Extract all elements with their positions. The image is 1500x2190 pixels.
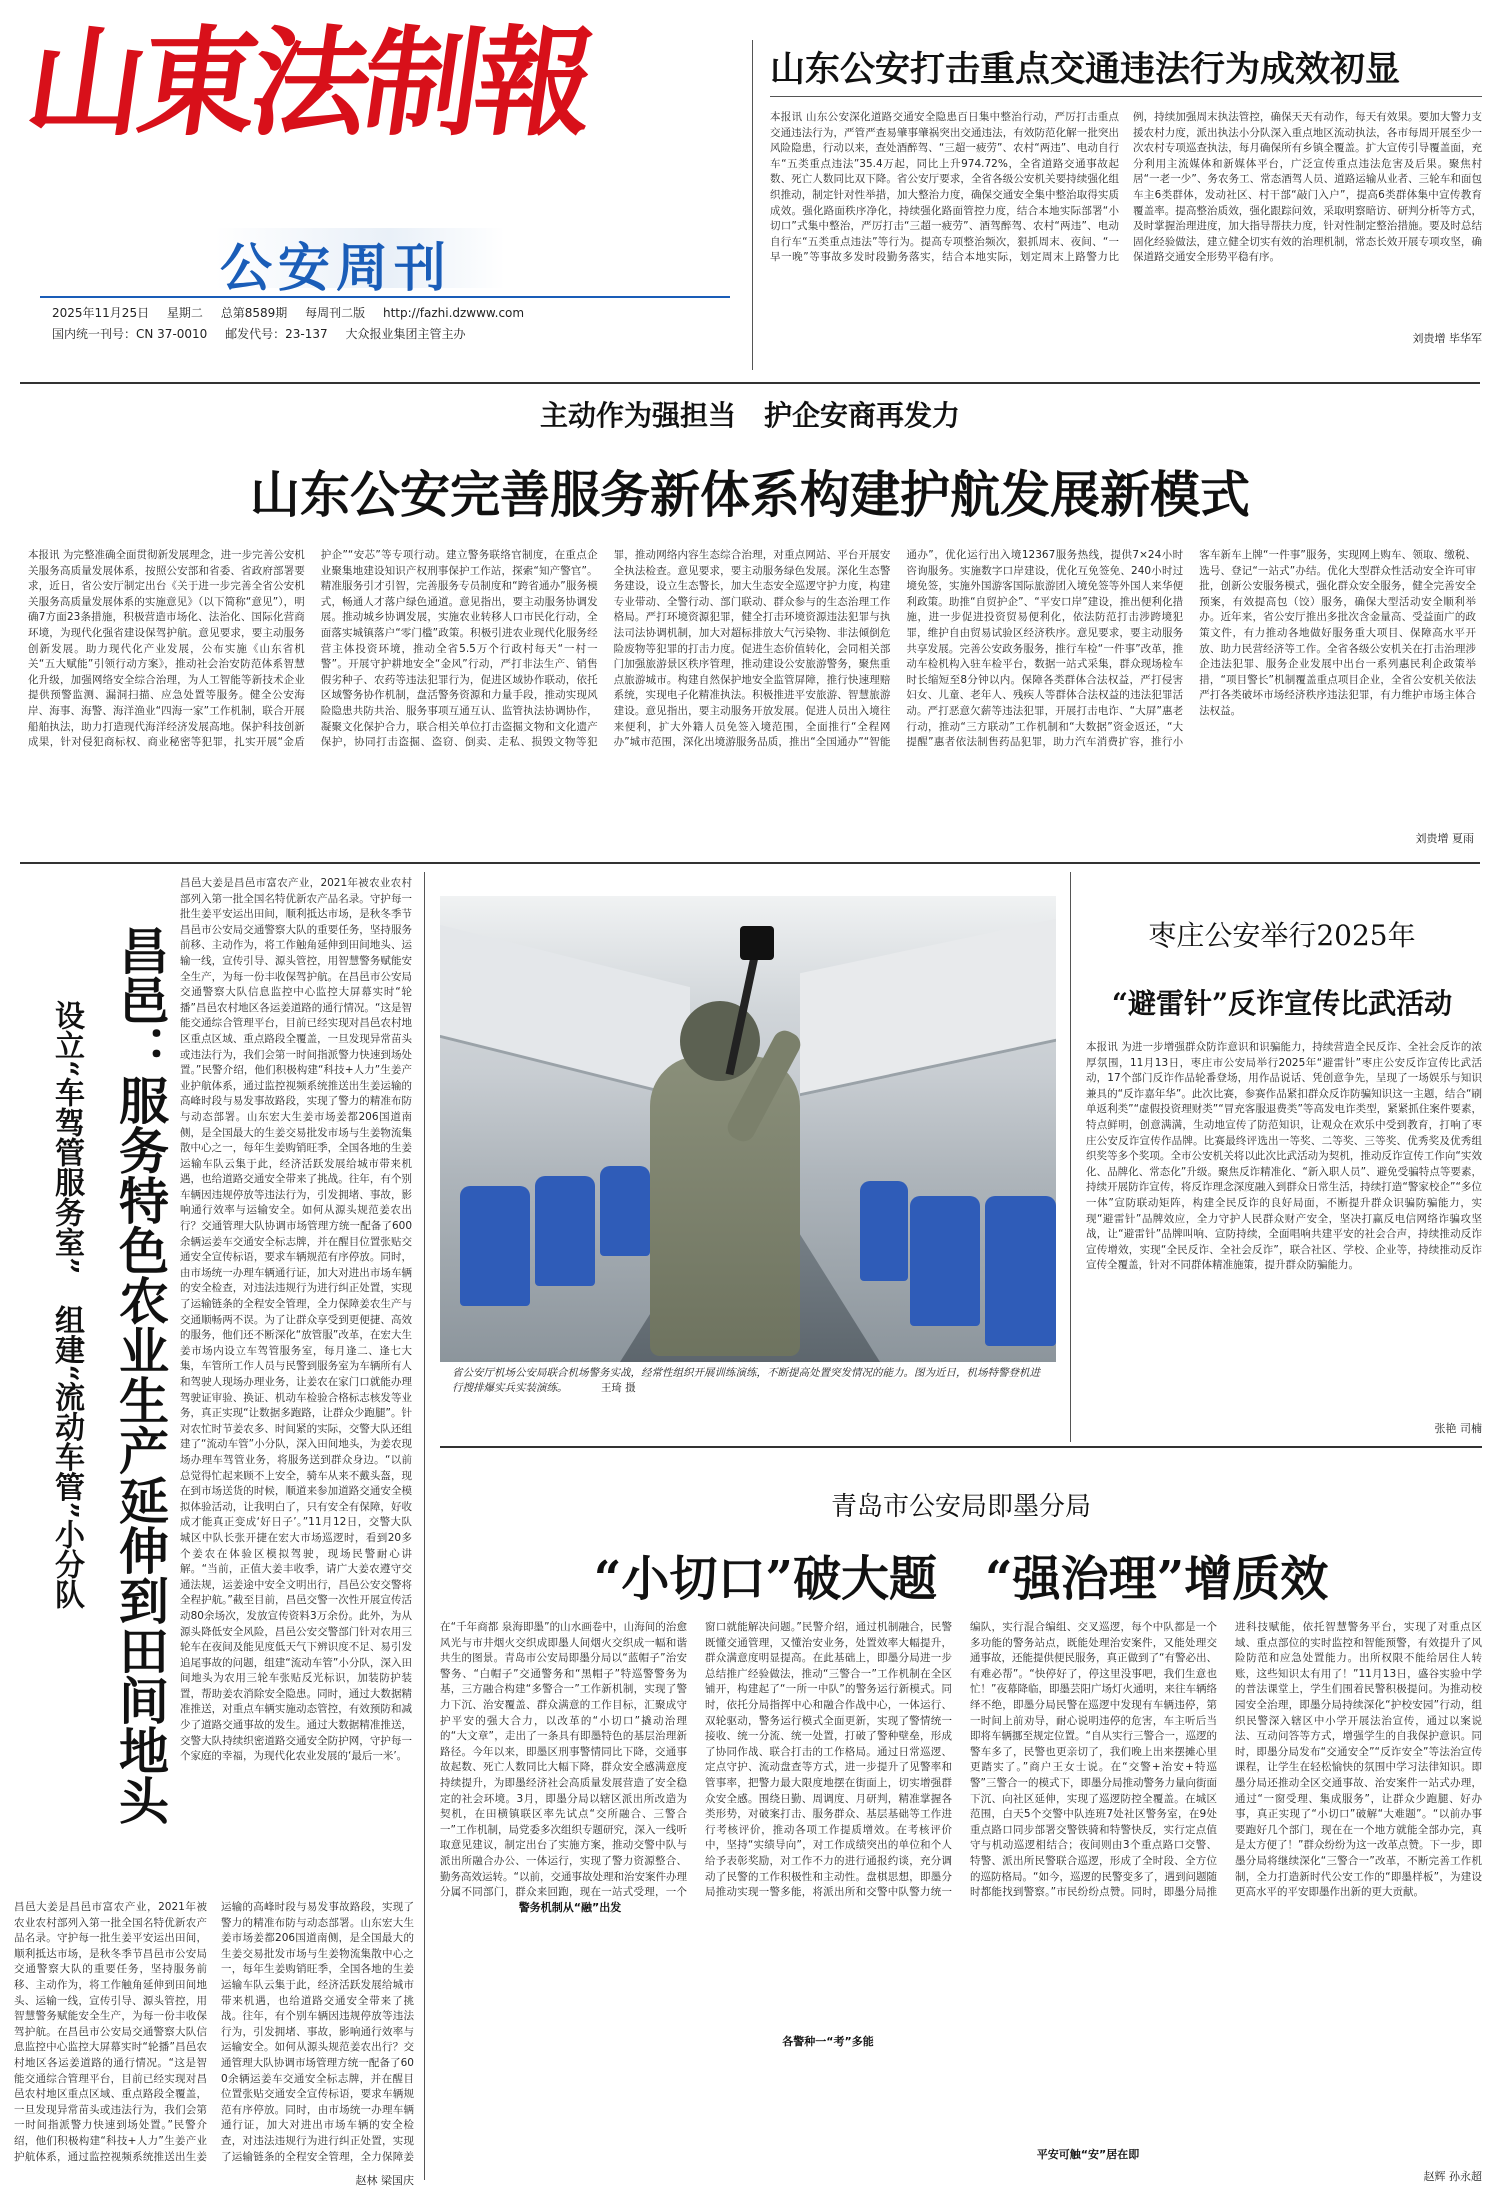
masthead-post-code: 邮发代号：23-137 bbox=[225, 327, 328, 341]
main-story-kicker: 主动作为强担当 护企安商再发力 bbox=[539, 399, 960, 432]
zaozhuang-story-headline-2: “避雷针”反诈宣传比武活动 bbox=[1111, 987, 1453, 1020]
jimo-story-subhead-3: 平安可触“安”居在即 bbox=[968, 2146, 1208, 2162]
changyi-story-subhead: 设立“车驾管服务室” 组建“流动车管”小分队 bbox=[49, 1000, 84, 1610]
photo-seat bbox=[535, 1176, 595, 1286]
photo-seat bbox=[460, 1186, 530, 1306]
photo-officer-helmet bbox=[680, 1001, 760, 1081]
jimo-story-kicker: 青岛市公安局即墨分局 bbox=[830, 1492, 1091, 1522]
photo-seat bbox=[985, 1196, 1056, 1346]
changyi-story-byline: 赵林 梁国庆 bbox=[355, 2174, 414, 2187]
photo-seat bbox=[600, 1166, 650, 1256]
jimo-story-subhead-1: 警务机制从“融”出发 bbox=[450, 1899, 690, 1915]
main-story-byline: 刘贵增 夏雨 bbox=[1415, 832, 1474, 845]
photo-seat bbox=[910, 1196, 980, 1326]
top-story-headline-rule bbox=[770, 96, 1482, 97]
section-rule-v-left bbox=[424, 872, 425, 2180]
section-rule-v-right bbox=[1070, 872, 1071, 1442]
masthead-cn-code: 国内统一刊号：CN 37-0010 bbox=[52, 327, 208, 341]
masthead-weekday: 星期二 bbox=[166, 306, 203, 320]
masthead-meta-line-1 bbox=[52, 304, 538, 321]
photo-credit: 王琦 摄 bbox=[600, 1382, 636, 1394]
masthead-title: 山東法制報 bbox=[18, 13, 598, 152]
jimo-story-headline: “小切口”破大题 “强治理”增质效 bbox=[593, 1551, 1329, 1607]
photo-officer-body bbox=[650, 1056, 800, 1356]
section-rule-3 bbox=[440, 1446, 1482, 1448]
masthead-edition: 公安周刊 bbox=[220, 239, 453, 299]
changyi-story-body-bottom: 昌邑大姜是昌邑市富农产业，2021年被农业农村部列入第一批全国名特优新农产品名录。守护每一批生姜平安运出田间，顺利抵达市场，是秋冬季节昌邑市公安局交通警察大队的重要任务，坚持服务前移、主动作为，将工作触角延伸到田间地头、运输一线，宣传引导、源头管控，用智慧警务赋能安全生产，为每一份丰收保驾护航。在昌邑市公安局交通警察大队信息监控中心监控大屏幕实时“轮播”昌邑农村地区各运姜道路的通行情况。“这是智能交通综合管理平台，目前已经实现对昌邑农村地区重点区域、重点路段全覆盖，一旦发现异常苗头或违法行为，我们会第一时间指派警力快速到场处置。”民警介绍，他们积极构建“科技+人力”生姜产业护航体系，通过监控视频系统推送出生姜运输的高峰时段与易发事故路段，实现了警力的精准布防与动态部署。山东宏大生姜市场姜都206国道南侧，是全国最大的生姜交易批发市场与生姜物流集散中心之一，每年生姜购销旺季，全国各地的生姜运输车队云集于此，经济活跃发展给城市带来机遇，也给道路交通安全带来了挑战。往年，有个别车辆因违规停放等违法行为，引发拥堵、事故，影响通行效率与运输安全。如何从源头规范姜农出行？交通管理大队协调市场管理方统一配备了600余辆运姜车交通安全标志牌，并在醒目位置张贴交通安全宣传标语，要求车辆规范有序停放。同时，由市场统一办理车辆通行证，加大对进出市场车辆的安全检查，对违法违规行为进行纠正处置，实现了运输链条的全程安全管理，全力保障姜 bbox=[14, 1901, 414, 2163]
jimo-story-subhead-2: 各警种一“考”多能 bbox=[708, 2033, 948, 2049]
section-rule-1 bbox=[20, 382, 1480, 384]
photo-caption bbox=[452, 1366, 1042, 1396]
changyi-story-body-top: 昌邑大姜是昌邑市富农产业，2021年被农业农村部列入第一批全国名特优新农产品名录。守护每一批生姜平安运出田间，顺利抵达市场，是秋冬季节昌邑市公安局交通警察大队的重要任务，坚持服务前移、主动作为，将工作触角延伸到田间地头、运输一线，宣传引导、源头管控，用智慧警务赋能安全生产，为每一份丰收保驾护航。在昌邑市公安局交通警察大队信息监控中心监控大屏幕实时“轮播”昌邑农村地区各运姜道路的通行情况。“这是智能交通综合管理平台，目前已经实现对昌邑农村地区重点区域、重点路段全覆盖，一旦发现异常苗头或违法行为，我们会第一时间指派警力快速到场处置。”民警介绍，他们积极构建“科技+人力”生姜产业护航体系，通过监控视频系统推送出生姜运输的高峰时段与易发事故路段，实现了警力的精准布防与动态部署。山东宏大生姜市场姜都206国道南侧，是全国最大的生姜交易批发市场与生姜物流集散中心之一，每年生姜购销旺季，全国各地的生姜运输车队云集于此，经济活跃发展给城市带来机遇，也给道路交通安全带来了挑战。往年，有个别车辆因违规停放等违法行为，引发拥堵、事故，影响通行效率与运输安全。如何从源头规范姜农出行？交通管理大队协调市场管理方统一配备了600余辆运姜车交通安全标志牌，并在醒目位置张贴交通安全宣传标语，要求车辆规范有序停放。同时，由市场统一办理车辆通行证，加大对进出市场车辆的安全检查，对违法违规行为进行纠正处置，实现了运输链条的全程安全管理，全力保障姜农生产与交通顺畅两不误。为了让群众享受到更便捷、高效的服务，他们还不断深化“放管服”改革，在宏大生姜市场内设立车驾管服务室，每月逢二、逢七大集，车管所工作人员与民警到服务室为车辆所有人和驾驶人现场办理业务，让姜农在家门口就能办理驾驶证审验、换证、机动车检验合格标志核发等业务，真正实现“让数据多跑路，让群众少跑腿”。针对农忙时节姜农多、时间紧的实际，交警大队还组建了“流动车管”小分队，深入田间地头，为姜农现场办理车驾管业务，将服务送到群众身边。“以前总觉得忙起来顾不上安全，骑车从来不戴头盔，现在到市场送货的时候，顺道来参加道路交通安全模拟体验活动，让我明白了，只有安全有保障，好收成才能真正变成‘好日子’。”11月12日，交警大队城区中队长张开捷在宏大市场巡逻时，看到20多个姜农在体验区模拟驾驶，现场民警耐心讲解。“当前，正值大姜丰收季，请广大姜农遵守交通法规，运姜途中安全文明出行，昌邑公安交警将全程护航。”截至目前，昌邑交警一次性开展宣传活动80余场次，发放宣传资料3万余份。此外，为从源头降低安全风险，昌邑公安交警部门针对农用三轮车在夜间及能见度低天气下辨识度不足、易引发追尾事故的问题，组建“流动车管”小分队，深入田间地头为农用三轮车张贴反光标识，加装防护装置，帮助姜农消除安全隐患。同时，通过大数据精准推送，对重点车辆实施动态管控，有效预防和减少了道路交通事故的发生。通过大数据精准推送，交警大队持续织密道路交通安全防护网，守护每一个家庭的幸福，为现代化农业发展的‘最后一米’。 bbox=[180, 877, 412, 1763]
jimo-story-byline: 赵辉 孙永超 bbox=[1423, 2170, 1482, 2183]
jimo-story-body: 在“千年商都 泉海即墨”的山水画卷中，山海间的治愈风光与市井烟火交织成即墨人间烟火交织成一幅和谐共生的图景。青岛市公安局即墨分局以“蓝帽子”治安警务、“白帽子”交通警务和“黑帽子”特巡警警务为基，三方融合构建“多警合一”工作新机制，实现了警力下沉、治安覆盖、群众满意的工作目标，汇聚成守护平安的强大合力，以改革的“小切口”撬动治理的“大文章”，走出了一条具有即墨特色的基层治理新路径。今年以来，即墨区刑事警情同比下降，交通事故起数、死亡人数同比大幅下降，群众安全感满意度持续提升，为即墨经济社会高质量发展营造了安全稳定的社会环境。3月，即墨分局以辖区派出所改造为契机，在田横镇联区率先试点“交所融合、三警合一”工作机制，局党委多次组织专题研究，深入一线听取意见建议，制定出台了实施方案，推动交警中队与派出所融合办公、一体运行，实现了警力资源整合、勤务高效运转。“以前，交通事故处理和治安案件办理分属不同部门，群众来回跑，现在一站式受理，一个窗口就能解决问题。”民警介绍，通过机制融合，民警既懂交通管理，又懂治安业务，处置效率大幅提升，群众满意度明显提高。在此基础上，即墨分局进一步总结推广经验做法，推动“三警合一”工作机制在全区铺开，构建起了“一所一中队”的警务运行新模式。同时，依托分局指挥中心和融合作战中心，一体运行、双轮驱动，警务运行模式全面更新，实现了警情统一接收、统一分流、统一处置，打破了警种壁垒，形成了协同作战、联合打击的工作格局。通过日常巡逻、定点守护、流动盘查等方式，进一步提升了见警率和管事率，把警力最大限度地摆在街面上，切实增强群众安全感。围绕日勤、周调度、月研判，精准掌握各类形势，对破案打击、服务群众、基层基础等工作进行考核评价，推动各项工作提质增效。在考核评价中，坚持“实绩导向”，对工作成绩突出的单位和个人给予表彰奖励，对工作不力的进行通报约谈，充分调动了民警的工作积极性和主动性。盘棋思想，即墨分局推动实现一警多能，将派出所和交警中队警力统一编队，实行混合编组、交叉巡逻，每个中队都是一个多功能的警务站点，既能处理治安案件，又能处理交通事故，还能提供便民服务，真正做到了“有警必出、有难必帮”。“快停好了，停这里没事吧，我们生意也忙！”夜幕降临，即墨芸阳广场灯火通明，来往车辆络绎不绝，即墨分局民警在巡逻中发现有车辆违停，第一时间上前劝导，耐心说明违停的危害，车主听后当即将车辆挪至规定位置。“自从实行三警合一，巡逻的警车多了，民警也更亲切了，我们晚上出来摆摊心里更踏实了。”商户王女士说。在“交警+治安+特巡警”三警合一的模式下，即墨分局推动警务力量向街面下沉、向社区延伸，实现了巡逻防控全覆盖。在城区范围，白天5个交警中队连班7处社区警务室，在9处重点路口同步部署交警铁骑和特警快反，实行定点值守与机动巡逻相结合；夜间则由3个重点路口交警、特警、派出所民警联合巡逻，形成了全时段、全方位的巡防格局。“如今，巡逻的民警变多了，遇到问题随时都能找到警察。”市民纷纷点赞。同时，即墨分局推进科技赋能，依托智慧警务平台，实现了对重点区域、重点部位的实时监控和智能预警，有效提升了风险防范和应急处置能力。出所权限不能给居住人转账，这些知识太有用了！”11月13日，盛谷实验中学的普法课堂上，学生们围着民警积极提问。为推动校园安全治理，即墨分局持续深化“护校安园”行动，组织民警深入辖区中小学开展法治宣传，通过以案说法、互动问答等方式，增强学生的自我保护意识。同时，即墨分局发布“交通安全”“反诈安全”等法治宣传课程，让学生在轻松愉快的氛围中学习法律知识。即墨分局还推动全区交通事故、治安案件一站式办理，通过“一窗受理、集成服务”，让群众少跑腿、好办事，真正实现了“小切口”破解“大难题”。“以前办事要跑好几个部门，现在在一个地方就能全部办完，真是太方便了！”群众纷纷为这一改革点赞。下一步，即墨分局将继续深化“三警合一”改革，不断完善工作机制，全力打造新时代公安工作的“即墨样板”，为建设更高水平的平安即墨作出新的更大贡献。 bbox=[440, 1621, 1482, 1899]
section-rule-2 bbox=[20, 862, 1480, 864]
masthead-date: 2025年11月25日 bbox=[52, 306, 150, 320]
photo-seat bbox=[860, 1181, 908, 1281]
photo-detector-head bbox=[740, 926, 774, 960]
masthead-meta-line-2 bbox=[52, 325, 480, 342]
masthead-issue-total: 总第8589期 bbox=[220, 306, 288, 320]
main-story-body: 本报讯 为完整准确全面贯彻新发展理念，进一步完善公安机关服务高质量发展体系，按照公安部和省委、省政府部署要求，近日，省公安厅制定出台《关于进一步完善全省公安机关服务高质量发展体系的实施意见》（以下简称“意见”），明确7方面23条措施，积极营造市场化、法治化、国际化营商环境，为现代化强省建设保驾护航。意见要求，要主动服务创新发展。助力现代化产业发展，公布实施《山东省机关“五大赋能”引领行动方案》，推动社会治安防范体系智慧化升级，加强网络安全综合治理，为人工智能等新技术企业提供预警监测、漏洞扫描、应急处置等服务。健全公安海岸、海事、海警、海洋渔业“四海一家”工作机制，联合开展船舶执法，助力打造现代海洋经济发展高地。保护科技创新成果，针对侵犯商标权、商业秘密等犯罪，扎实开展“金盾护企”“安芯”等专项行动。建立警务联络官制度，在重点企业聚集地建设知识产权刑事保护工作站，探索“知产警官”。精准服务引才引智，完善服务专员制度和“跨省通办”服务模式，畅通人才落户绿色通道。意见指出，要主动服务协调发展。推动城乡协调发展，实施农业转移人口市民化行动，全面落实城镇落户“零门槛”政策。积极引进农业现代化服务经营主体投资环境，推动全省5.5万个行政村每天“一村一警”。开展守护耕地安全“金风”行动，严打非法生产、销售假劣种子、农药等违法犯罪行为，促进区域协作联动，依托区域警务协作机制，盘活警务资源和力量手段，推动实现风险隐患共防共治、服务事项互通互认、监管执法协调协作，凝聚文化保护合力，联合相关单位打击盗掘文物和文化遗产保护，协同打击盗掘、盗窃、倒卖、走私、损毁文物等犯罪，推动网络内容生态综合治理，对重点网站、平台开展安全执法检查。意见要求，要主动服务绿色发展。深化生态警务建设，设立生态警长，加大生态安全巡逻守护力度，构建专业带动、全警行动、部门联动、群众参与的生态治理工作格局。严打环境资源犯罪，健全打击环境资源违法犯罪与执法司法协调机制，加大对超标排放大气污染物、非法倾倒危险废物等犯罪的打击力度。促进生态价值转化，会同相关部门加强旅游景区秩序管理，推动建设公安旅游警务，聚焦重点旅游城市。构建自然保护地安全监管屏障，推行快速理赔系统，实现电子化精准执法。积极推进平安旅游、智慧旅游建设。意见指出，要主动服务开放发展。促进人员出入境往来便利，扩大外籍人员免签入境范围，全面推行“全程网办”城市范围，深化出境游服务品质，推出“全国通办”“智能通办”，优化运行出入境12367服务热线，提供7×24小时咨询服务。实施数字口岸建设，优化互免签免、240小时过境免签，实施外国游客国际旅游团入境免签等外国人来华便利政策。助推“自贸护企”、“平安口岸”建设，推出便利化措施，进一步促进投资贸易便利化，依法防范打击涉跨境犯罪，维护自由贸易试验区经济秩序。意见要求，要主动服务共享发展。完善公安政务服务，推行车检“一件事”改革，推动车检机构入驻车检平台，数据一站式采集，群众现场检车时长缩短至8分钟以内。保障各类群体合法权益，严打侵害妇女、儿童、老年人、残疾人等群体合法权益的违法犯罪活动。严打恶意欠薪等违法犯罪，开展打击电诈、“大屏”惠老行动，推动“三方联动”工作机制和“大数据”资金返还，“大提醒”惠者依法制售药品犯罪，助力汽车消费扩容，推行小客车新车上牌“一件事”服务，实现网上购车、领取、缴税、选号、登记“一站式”办结。优化大型群众性活动安全许可审批，创新公安服务模式，强化群众安全服务，健全完善安全预案，有效提高包（饺）服务，确保大型活动安全顺利举办。近年来，省公安厅推出多批次含金量高、受益面广的政策文件，有力推动各地做好服务重大项目、保障高水平开放、助力民营经济等工作。全省各级公安机关在打击治理涉企违法犯罪、服务企业发展中出台一系列惠民利企政策举措，“项目警长”机制覆盖重点项目企业，全省公安机关依法严打各类破坏市场经济秩序违法犯罪，有力维护市场主体合法权益。 bbox=[28, 549, 1476, 749]
top-story-body: 本报讯 山东公安深化道路交通安全隐患百日集中整治行动，严厉打击重点交通违法行为，严管严查易肇事肇祸突出交通违法，有效防范化解一批突出风险隐患，行动以来，查处酒醉驾、“三超一疲劳”、农村“两违”、电动自行车“五类重点违法”35.4万起，同比上升974.72%，全省道路交通事故起数、死亡人数同比双下降。省公安厅要求，全省各级公安机关要持续强化组织推动，制定针对性举措，加大整治力度，确保交通安全集中整治取得实质成效。强化路面秩序净化，持续强化路面管控力度，结合本地实际部署“小切口”式集中整治，严厉打击“三超一疲劳”、酒驾醉驾、农村“两违”、电动自行车“五类重点违法”等行为。提高专项整治频次，狠抓周末、夜间、“一早一晚”等事故多发时段勤务落实，结合本地实际，划定周末上路警力比例，持续加强周末执法管控，确保天天有动作，每天有效果。要加大警力支援农村力度，派出执法小分队深入重点地区流动执法，各市每周开展至少一次农村专项巡查执法，每月确保所有乡镇全覆盖。扩大宣传引导覆盖面，充分利用主流媒体和新媒体平台，广泛宣传重点违法危害及后果。聚焦村居“一老一少”、务农务工、常态酒驾人员、道路运输从业者、三轮车和面包车主6类群体，发动社区、村干部“敲门入户”，提高6类群体集中宣传教育覆盖率。提高整治质效，强化跟踪问效，采取明察暗访、研判分析等方式，及时掌握治理进度，加大指导帮扶力度，针对性制定整治措施。要及时总结固化经验做法，建立健全切实有效的治理机制，常态长效开展专项攻坚，确保道路交通安全形势平稳有序。 bbox=[770, 111, 1482, 264]
top-story-byline: 刘贵增 毕华军 bbox=[1412, 332, 1482, 345]
masthead-vertical-rule bbox=[752, 40, 753, 370]
masthead bbox=[0, 0, 750, 380]
news-photo bbox=[440, 896, 1056, 1362]
changyi-story-headline: 昌邑：服务特色农业生产延伸到田间地头 bbox=[111, 925, 170, 1825]
photo-caption-text: 省公安厅机场公安局联合机场警务实战，经常性组织开展训练演练，不断提高处置突发情况的能力。图为近日，机场特警登机进行搜排爆实兵实装演练。 bbox=[452, 1367, 1040, 1394]
masthead-divider bbox=[40, 296, 730, 298]
zaozhuang-story-byline: 张艳 司楠 bbox=[1434, 1422, 1482, 1435]
top-story-headline: 山东公安打击重点交通违法行为成效初显 bbox=[770, 49, 1401, 90]
masthead-url[interactable]: http://fazhi.dzwww.com bbox=[382, 306, 525, 320]
main-story-headline: 山东公安完善服务新体系构建护航发展新模式 bbox=[250, 465, 1250, 524]
zaozhuang-story-headline-1: 枣庄公安举行2025年 bbox=[1148, 919, 1416, 952]
masthead-pages: 每周刊二版 bbox=[305, 306, 366, 320]
zaozhuang-story-body: 本报讯 为进一步增强群众防诈意识和识骗能力，持续营造全民反诈、全社会反诈的浓厚氛围，11月13日，枣庄市公安局举行2025年“避雷针”枣庄公安反诈宣传比武活动，17个部门反诈作品轮番登场，用作品说话、凭创意争先，呈现了一场娱乐与知识兼具的“反诈嘉年华”。此次比赛，参赛作品紧扣群众反诈防骗知识这一主题，结合“刷单返利类”“虚假投资理财类”“冒充客服退费类”等高发电诈类型，紧紧抓住案件要素，特点鲜明，创意满满，生动地宣传了防范知识，让观众在欢乐中受到教育，打响了枣庄公安反诈宣传作品牌。比赛最终评选出一等奖、二等奖、三等奖、优秀奖及优秀组织奖等多个奖项。全市公安机关将以此次比武活动为契机，推动反诈宣传工作向“实效化、品牌化、常态化”升级。聚焦反诈精准化、“新入职人员”、避免受骗特点等要素，持续开展防诈宣传，将反诈理念深度融入到群众日常生活，持续打造“警家校企”“多位一体”宣防联动矩阵，构建全民反诈的良好局面，不断提升群众识骗防骗能力，实现“避雷针”品牌效应，全力守护人民群众财产安全，坚决打赢反电信网络诈骗攻坚战，让“避雷针”品牌叫响、宣防持续，全面唱响共建平安的社会合声，持续推动反诈宣传增效，实现“全民反诈、全社会反诈”，联合社区、学校、企业等，持续推动反诈宣传全覆盖，针对不同群体精准施策，提升群众防骗能力。 bbox=[1086, 1041, 1482, 1272]
masthead-publisher: 大众报业集团主管主办 bbox=[345, 327, 466, 341]
